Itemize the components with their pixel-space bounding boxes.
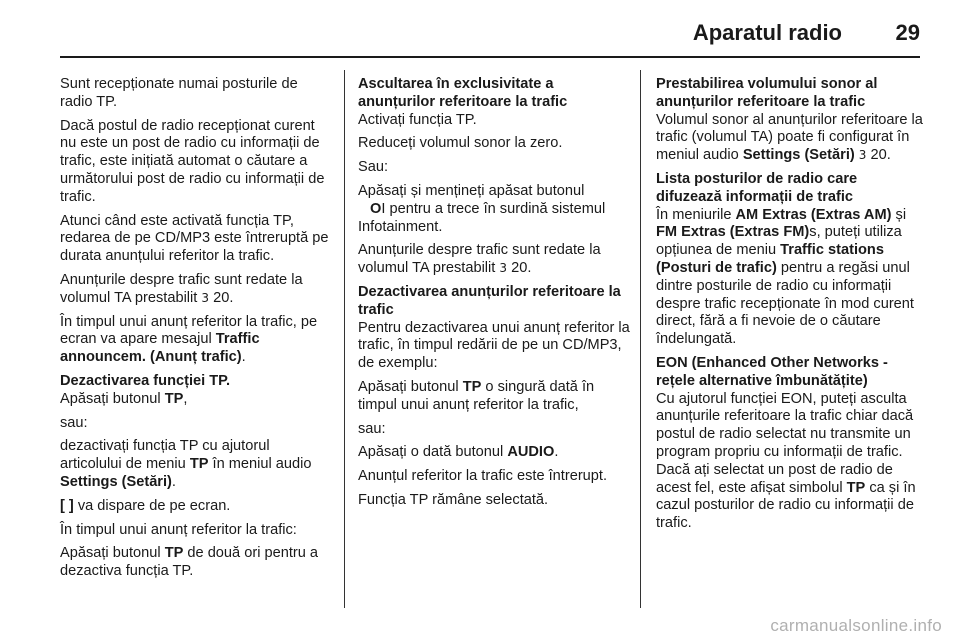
paragraph: Sunt recepționate numai posturile de radio TP. bbox=[60, 76, 298, 110]
paragraph: dezactivați funcția TP cu ajutorul articolului de meniu TP în meniul audio Settings (Setări). bbox=[60, 438, 312, 490]
page-ref-icon: 3 bbox=[201, 290, 210, 305]
column-1 bbox=[60, 76, 332, 587]
paragraph: Atunci când este activată funcția TP, redarea de pe CD/MP3 este întreruptă pe durata anunțului referitor la trafic. bbox=[60, 212, 329, 265]
paragraph: În meniurile AM Extras (Extras AM) și FM Extras (Extras FM)s, puteți utiliza opțiunea de meniu Traffic stations (Posturi de trafic) pentru a regăsi unul dintre posturile de radio cu informații despre trafic recepționate în mod curent direct, fără a fi nevoie de o căutare îndelungată. bbox=[656, 206, 914, 348]
column-divider bbox=[344, 70, 345, 608]
paragraph: [ ] va dispare de pe ecran. bbox=[60, 497, 231, 514]
page-ref-icon: 3 bbox=[499, 261, 508, 276]
section-heading: Prestabilirea volumului sonor al anunțurilor referitoare la trafic bbox=[656, 76, 878, 110]
paragraph: Sau: bbox=[358, 159, 389, 176]
paragraph: Anunțurile despre trafic sunt redate la volumul TA prestabilit 3 20. bbox=[358, 242, 601, 277]
column-2 bbox=[358, 76, 630, 516]
section-heading: EON (Enhanced Other Networks - rețele alternative îmbunătățite) bbox=[656, 354, 888, 389]
paragraph: În timpul unui anunț referitor la trafic: bbox=[60, 521, 297, 538]
paragraph: sau: bbox=[358, 420, 386, 437]
paragraph: Anunțul referitor la trafic este întrerupt. bbox=[358, 468, 608, 485]
section-heading: Dezactivarea anunțurilor referitoare la trafic bbox=[358, 283, 621, 318]
paragraph: Pentru dezactivarea unui anunț referitor la trafic, în timpul redării de pe un CD/MP3, de exemplu: bbox=[358, 319, 630, 372]
paragraph: Activați funcția TP. bbox=[358, 111, 477, 128]
watermark: carmanualsonline.info bbox=[770, 616, 942, 635]
paragraph: Cu ajutorul funcției EON, puteți asculta anunțurile referitoare la trafic chiar dacă postul de radio selectat nu transmite un program propriu cu informații de trafic. Dacă ați selectat un post de radio de acest fel, este afișat simbolul TP ca și în cazul posturilor de radio cu informații de trafic. bbox=[656, 390, 916, 532]
section-heading: Dezactivarea funcției TP. bbox=[60, 372, 231, 389]
paragraph: sau: bbox=[60, 414, 88, 431]
paragraph: În timpul unui anunț referitor la trafic, pe ecran va apare mesajul Traffic announcem. (Anunț trafic). bbox=[60, 313, 318, 366]
column-divider bbox=[640, 70, 641, 608]
power-button-icon: O bbox=[370, 200, 382, 217]
paragraph: Volumul sonor al anunțurilor referitoare la trafic (volumul TA) poate fi configurat în meniul audio Settings (Setări) 3 20. bbox=[656, 111, 923, 164]
paragraph: Anunțurile despre trafic sunt redate la volumul TA prestabilit 3 20. bbox=[60, 271, 303, 306]
paragraph: Funcția TP rămâne selectată. bbox=[358, 491, 549, 508]
page-number: 29 bbox=[895, 20, 920, 45]
paragraph: Apăsați și mențineți apăsat butonul OI pentru a trece în surdină sistemul Infotainment. bbox=[358, 182, 606, 235]
paragraph: Apăsați butonul TP, bbox=[60, 390, 188, 407]
paragraph: Dacă postul de radio recepționat curent nu este un post de radio cu informații de trafic, este inițiată automat o căutare a următorului post de radio cu informații de trafic. bbox=[60, 117, 325, 205]
page-ref-icon: 3 bbox=[858, 148, 867, 163]
paragraph: Apăsați butonul TP de două ori pentru a dezactiva funcția TP. bbox=[60, 545, 319, 580]
section-heading: Lista posturilor de radio care difuzează informații de trafic bbox=[656, 170, 858, 205]
page-title: Aparatul radio bbox=[692, 20, 842, 45]
section-heading: Ascultarea în exclusivitate a anunțurilor referitoare la trafic bbox=[358, 76, 568, 110]
paragraph: Reduceți volumul sonor la zero. bbox=[358, 135, 563, 152]
paragraph: Apăsați o dată butonul AUDIO. bbox=[358, 444, 559, 461]
page-header bbox=[60, 0, 920, 58]
column-3 bbox=[656, 76, 924, 539]
paragraph: Apăsați butonul TP o singură dată în timpul unui anunț referitor la trafic, bbox=[358, 378, 595, 413]
